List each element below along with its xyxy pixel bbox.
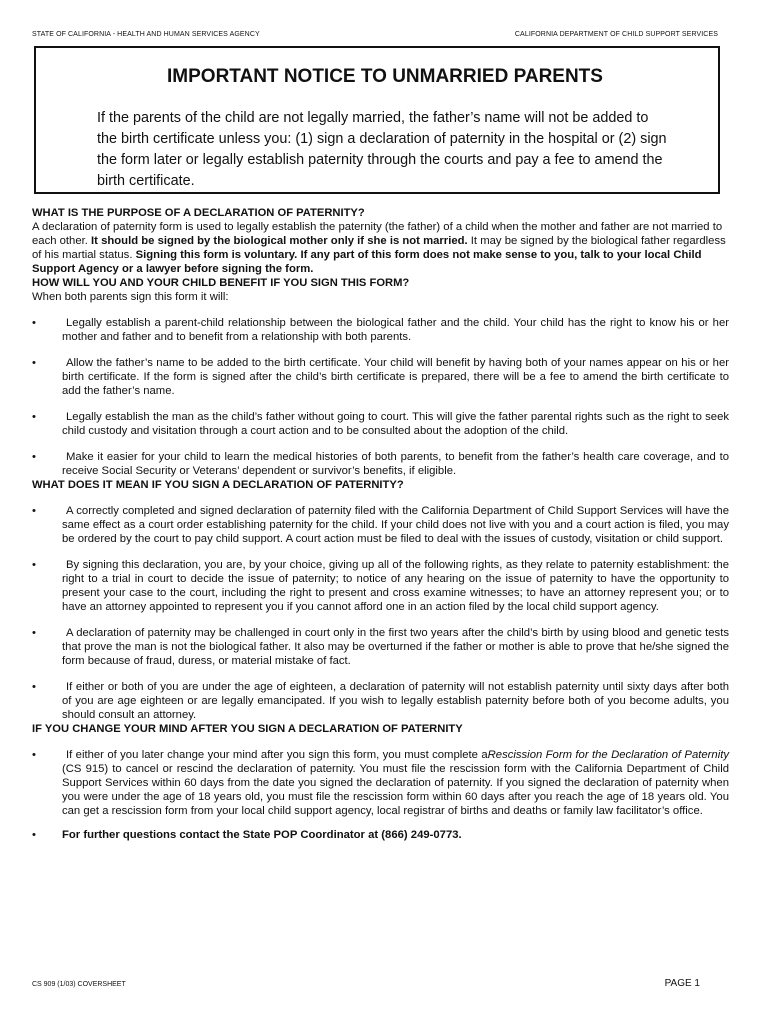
meaning-bullet-text: If either or both of you are under the age of eighteen, a declaration of paternity will not establish paternity until sixty days after both of you are age eighteen or are legally emancipated. If you wish to legally establish paternity before both of you become adults, you should consult an attorney.: [62, 681, 729, 721]
change-bullet: [32, 748, 729, 818]
form-number: CS 909 (1/03) COVERSHEET: [32, 981, 126, 988]
benefit-bullet-text: Legally establish the man as the child’s father without going to court. This will give the father parental rights such as the right to seek child custody and visitation through a court action and to be consulted about the adoption of the child.: [62, 411, 729, 437]
header-department: CALIFORNIA DEPARTMENT OF CHILD SUPPORT SERVICES: [514, 31, 718, 38]
purpose-heading: WHAT IS THE PURPOSE OF A DECLARATION OF PATERNITY?: [32, 207, 365, 219]
meaning-heading: WHAT DOES IT MEAN IF YOU SIGN A DECLARATION OF PATERNITY?: [32, 479, 404, 491]
change-heading: IF YOU CHANGE YOUR MIND AFTER YOU SIGN A DECLARATION OF PATERNITY: [32, 723, 463, 735]
document-body: [32, 206, 729, 842]
benefit-bullet: [32, 410, 729, 438]
benefit-heading: HOW WILL YOU AND YOUR CHILD BENEFIT IF YOU SIGN THIS FORM?: [32, 277, 410, 289]
header-agency: STATE OF CALIFORNIA - HEALTH AND HUMAN SERVICES AGENCY: [32, 31, 260, 38]
purpose-bold-2: Signing this form is voluntary. If any part of this form does not make sense to you, talk to your local Child Support Agency or a lawyer before signing the form.: [32, 249, 702, 275]
bullet-dot: •: [32, 749, 36, 761]
benefit-bullet: [32, 356, 729, 398]
rescission-form-title: Rescission Form for the Declaration of Paternity: [487, 749, 730, 761]
benefit-bullet-text: Make it easier for your child to learn the medical histories of both parents, to benefit from the father’s health care coverage, and to receive Social Security or Veterans’ dependent or survivor’s benefits, if eligible.: [62, 451, 729, 477]
contact-text: For further questions contact the State POP Coordinator at (866) 249-0773.: [62, 829, 462, 841]
notice-body: If the parents of the child are not legally married, the father’s name will not be added to the birth certificate unless you: (1) sign a declaration of paternity in the hospital or (2) sign the form later or legally establish paternity through the courts and pay a fee to amend the birth certificate.: [97, 110, 667, 189]
bullet-dot: •: [32, 829, 36, 841]
meaning-bullet-text: A declaration of paternity may be challenged in court only in the first two years after the child’s birth by using blood and genetic tests that prove the man is not the biological father. It also may be overturned if the father or mother is able to prove that he/she signed the form because of fraud, duress, or material mistake of fact.: [62, 627, 729, 667]
meaning-bullet: [32, 558, 729, 614]
benefit-intro: When both parents sign this form it will:: [32, 291, 229, 303]
bullet-dot: •: [32, 627, 36, 639]
meaning-bullet-text: A correctly completed and signed declaration of paternity filed with the California Department of Child Support Services will have the same effect as a court order establishing paternity for the child. If your child does not live with you and a court action is filed, you may be ordered by the court to pay child support. A court action must be filed to deal with the issues of custody, visitation or child support.: [62, 505, 729, 545]
contact-bullet: [32, 828, 729, 842]
purpose-paragraph: [32, 220, 729, 276]
bullet-dot: •: [32, 451, 36, 463]
purpose-bold-1: It should be signed by the biological mother only if she is not married.: [91, 235, 468, 247]
benefit-bullet-text: Legally establish a parent-child relationship between the biological father and the child. Your child has the right to know his or her mother and father and to benefit from a relationship with both parents.: [62, 317, 729, 343]
benefit-bullet: [32, 450, 729, 478]
meaning-bullet: [32, 626, 729, 668]
benefit-bullet-text: Allow the father’s name to be added to the birth certificate. Your child will benefit by having both of your names appear on his or her birth certificate. If the form is signed after the child’s birth certificate is prepared, there will be a fee to amend the birth certificate to add the father’s name.: [62, 357, 729, 397]
purpose-text-1: A declaration of paternity form is used to legally establish the paternity (the father) of a child when the mother and father are not married to each other.: [32, 221, 723, 247]
meaning-bullet: [32, 504, 729, 546]
bullet-dot: •: [32, 357, 36, 369]
bullet-dot: •: [32, 505, 36, 517]
meaning-bullet-text: By signing this declaration, you are, by your choice, giving up all of the following rights, as they relate to paternity establishment: the right to a trial in court to decide the issue of paternity; to notice of any hearing on the issue of paternity to have the opportunity to present your case to the court, including the right to present and cross examine witnesses; to have an attorney represent you; or to have an attorney appointed to represent you if you cannot afford one in an action filed by the local child support agency.: [62, 559, 729, 613]
bullet-dot: •: [32, 317, 36, 329]
change-bullet-rest: (CS 915) to cancel or rescind the declaration of paternity. You must file the rescission form with the California Department of Child Support Services within 60 days from the date you signed the declaration of paternity. If you signed the declaration of paternity when you were under the age of 18 years old, you must file the rescission form within 60 days after you reach the age of 18 years old. You can get a rescission form from your local child support agency, local registrar of births and deaths or family law facilitator’s office.: [62, 763, 729, 817]
change-bullet-lead: If either of you later change your mind after you sign this form, you must complete a: [66, 749, 488, 761]
bullet-dot: •: [32, 559, 36, 571]
meaning-bullet: [32, 680, 729, 722]
bullet-dot: •: [32, 681, 36, 693]
benefit-bullet: [32, 316, 729, 344]
purpose-text-2: It may be signed by the biological father regardless of his martial status.: [32, 235, 726, 261]
bullet-dot: •: [32, 411, 36, 423]
page-number: PAGE 1: [664, 978, 700, 989]
notice-title: IMPORTANT NOTICE TO UNMARRIED PARENTS: [167, 66, 603, 87]
